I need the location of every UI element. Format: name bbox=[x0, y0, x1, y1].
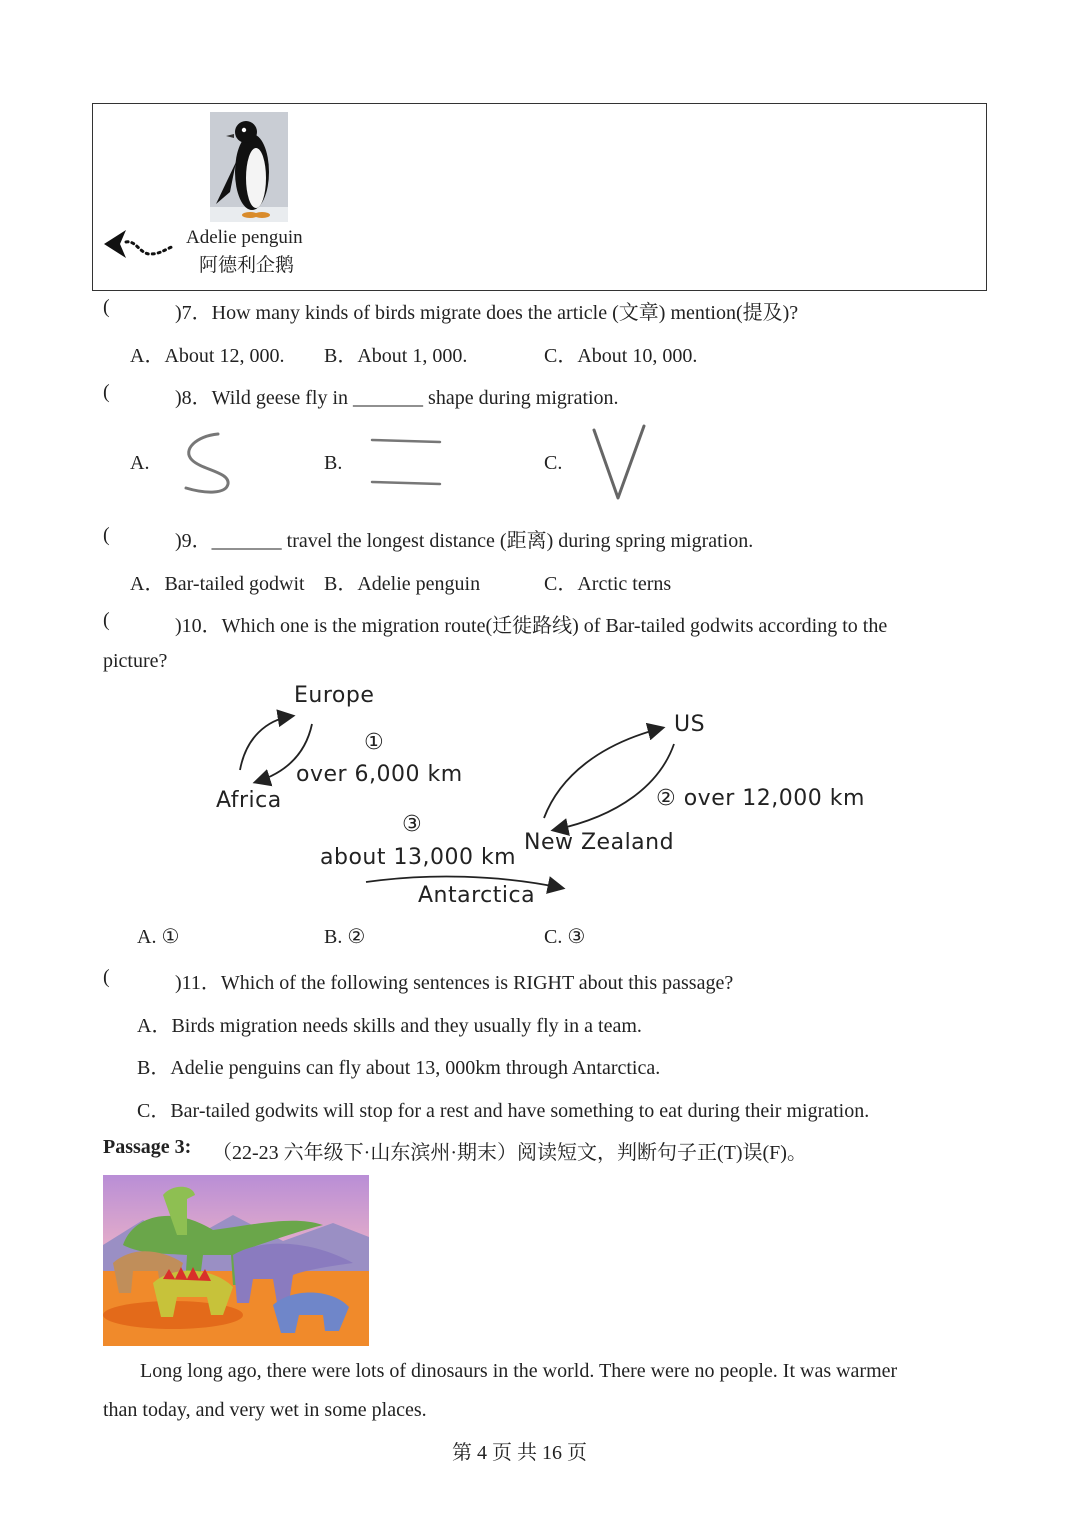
q11-option-b: B．Adelie penguins can fly about 13, 000km through Antarctica. bbox=[137, 1057, 661, 1079]
penguin-caption-cn: 阿德利企鹅 bbox=[199, 255, 295, 276]
passage3-paragraph-line2: than today, and very wet in some places. bbox=[103, 1399, 427, 1421]
label-africa: Africa bbox=[216, 788, 282, 813]
q11-paren: ( bbox=[103, 966, 110, 988]
q7-stem: )7．How many kinds of birds migrate does the article (文章) mention(提及)? bbox=[175, 302, 799, 324]
q8-option-c: C. bbox=[544, 452, 563, 474]
adelie-penguin-image bbox=[210, 112, 288, 222]
q11-option-a: A．Birds migration needs skills and they usually fly in a team. bbox=[137, 1015, 642, 1037]
label-route1-distance: over 6,000 km bbox=[296, 762, 463, 787]
passage3-label: Passage 3: bbox=[103, 1136, 192, 1158]
label-antarctica: Antarctica bbox=[418, 883, 536, 908]
dinosaur-illustration bbox=[103, 1175, 369, 1346]
label-new-zealand: New Zealand bbox=[524, 830, 675, 855]
label-route2: ② over 12,000 km bbox=[656, 786, 865, 811]
q10-stem: )10．Which one is the migration route(迁徙路线) of Bar-tailed godwits according to the bbox=[175, 615, 888, 637]
label-route3-distance: about 13,000 km bbox=[320, 845, 517, 870]
q10-option-b: B. ② bbox=[324, 926, 366, 948]
page-footer: 第 4 页 共 16 页 bbox=[452, 1442, 587, 1464]
passage3-instruction: （22-23 六年级下·山东滨州·期末）阅读短文，判断句子正(T)误(F)。 bbox=[212, 1142, 807, 1164]
q10-option-c: C. ③ bbox=[544, 926, 586, 948]
q11-stem: )11．Which of the following sentences is RIGHT about this passage? bbox=[175, 972, 734, 994]
q9-stem: )9．_______ travel the longest distance (距离) during spring migration. bbox=[175, 530, 754, 552]
label-us: US bbox=[674, 712, 706, 737]
q7-option-c: C．About 10, 000. bbox=[544, 345, 698, 367]
label-route3-number: ③ bbox=[402, 812, 423, 837]
penguin-caption-en: Adelie penguin bbox=[186, 227, 303, 248]
label-route1-number: ① bbox=[364, 730, 385, 755]
q10-stem-continued: picture? bbox=[103, 650, 168, 672]
q8-option-b: B. bbox=[324, 452, 343, 474]
q8-option-a: A. bbox=[130, 452, 150, 474]
q8-stem: )8．Wild geese fly in _______ shape during migration. bbox=[175, 387, 619, 409]
q11-option-c: C．Bar-tailed godwits will stop for a rest and have something to eat during their migration. bbox=[137, 1100, 870, 1122]
q9-option-b: B．Adelie penguin bbox=[324, 573, 481, 595]
v-shape-icon bbox=[588, 422, 650, 504]
q9-option-a: A．Bar-tailed godwit bbox=[130, 573, 305, 595]
q9-option-c: C．Arctic terns bbox=[544, 573, 672, 595]
s-shape-icon bbox=[178, 428, 238, 498]
label-europe: Europe bbox=[294, 683, 375, 708]
q7-paren: ( bbox=[103, 296, 110, 318]
q8-paren: ( bbox=[103, 381, 110, 403]
q9-paren: ( bbox=[103, 524, 110, 546]
q10-paren: ( bbox=[103, 609, 110, 631]
q7-option-b: B．About 1, 000. bbox=[324, 345, 468, 367]
passage3-paragraph-line1: Long long ago, there were lots of dinosaurs in the world. There were no people. It was warmer bbox=[140, 1360, 898, 1382]
dotted-arrow-icon bbox=[102, 224, 182, 264]
q10-option-a: A. ① bbox=[137, 926, 180, 948]
line-shape-icon bbox=[368, 432, 444, 492]
q7-option-a: A．About 12, 000. bbox=[130, 345, 285, 367]
